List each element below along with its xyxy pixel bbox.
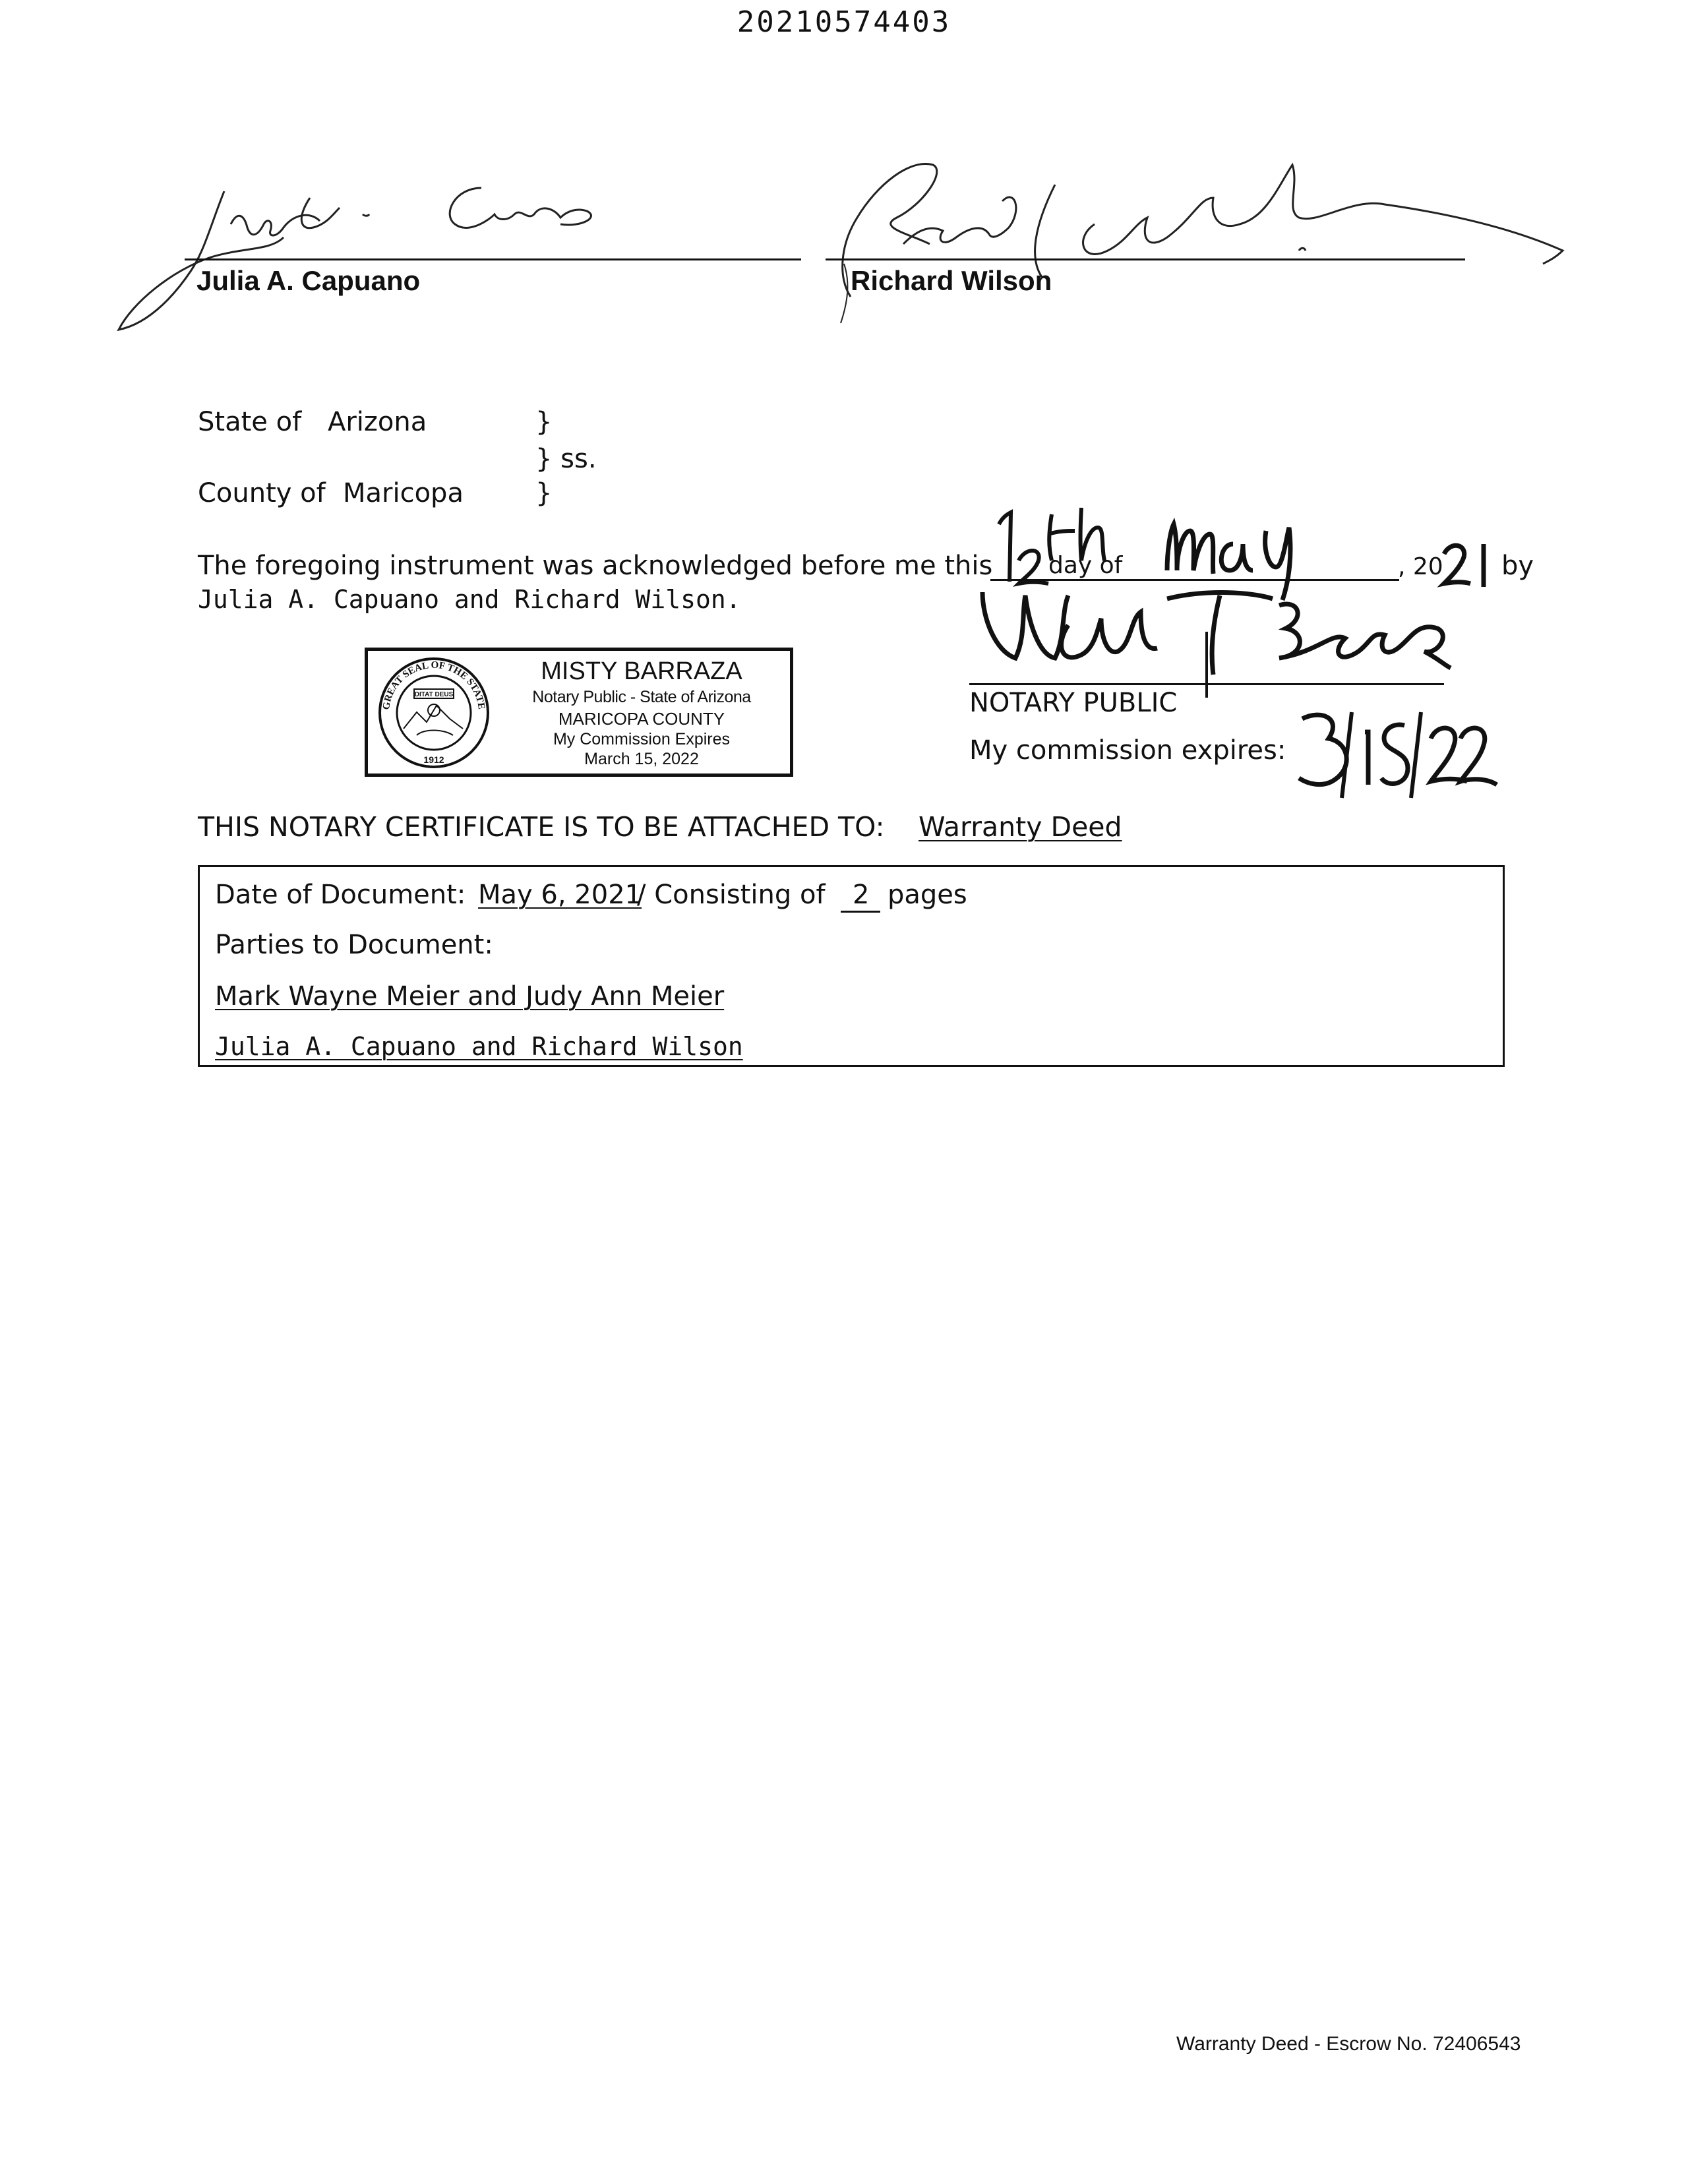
party-1: Mark Wayne Meier and Judy Ann Meier xyxy=(215,981,725,1012)
state-value: Arizona xyxy=(328,407,427,437)
handwritten-day xyxy=(989,498,1160,590)
notary-stamp-line-2: MARICOPA COUNTY xyxy=(558,709,725,729)
year-prefix: , 20 xyxy=(1398,553,1443,580)
footer-escrow: Warranty Deed - Escrow No. 72406543 xyxy=(1176,2033,1521,2055)
notary-stamp-line-3: My Commission Expires xyxy=(553,730,731,748)
signer-name-2: Richard Wilson xyxy=(851,265,1052,296)
county-value: Maricopa xyxy=(343,478,464,508)
party-2: Julia A. Capuano and Richard Wilson xyxy=(215,1032,743,1061)
pages-label: pages xyxy=(888,880,967,910)
notary-public-label: NOTARY PUBLIC xyxy=(969,688,1178,718)
acknowledgment-by: by xyxy=(1501,551,1534,581)
document-date: May 6, 2021 xyxy=(478,880,642,910)
handwritten-commission-expiry xyxy=(1292,706,1503,804)
signature-julia-capuano xyxy=(112,171,706,336)
notary-name: MISTY BARRAZA xyxy=(541,657,742,685)
signature-line-1 xyxy=(185,258,801,260)
notary-signature-line xyxy=(969,683,1444,685)
document-details-box xyxy=(198,865,1505,1067)
page-count-line xyxy=(841,911,880,913)
county-label: County of xyxy=(198,478,326,508)
venue-brace-ss: } ss. xyxy=(535,444,597,474)
day-of-label: day of xyxy=(1048,552,1123,579)
commission-expires-label: My commission expires: xyxy=(969,735,1286,766)
notary-stamp-line-4: March 15, 2022 xyxy=(584,750,699,768)
state-label: State of xyxy=(198,407,302,437)
notary-signature xyxy=(969,586,1470,698)
state-seal xyxy=(373,648,491,770)
document-date-label: Date of Document: xyxy=(215,880,466,910)
notary-stamp-line-1: Notary Public - State of Arizona xyxy=(532,688,751,706)
acknowledgment-prefix: The foregoing instrument was acknowledged before me this xyxy=(198,551,993,581)
consisting-of-label: / Consisting of xyxy=(637,880,826,910)
seal-motto: DITAT DEUS xyxy=(414,691,454,698)
signer-name-1: Julia A. Capuano xyxy=(196,265,421,296)
document-number: 20210574403 xyxy=(737,5,951,39)
venue-brace-3: } xyxy=(535,478,553,508)
notary-stamp xyxy=(365,648,793,777)
handwritten-year xyxy=(1437,537,1503,590)
seal-year: 1912 xyxy=(423,754,444,765)
signature-line-2 xyxy=(826,258,1465,260)
parties-label: Parties to Document: xyxy=(215,930,493,960)
page-count: 2 xyxy=(853,880,870,910)
acknowledgment-parties: Julia A. Capuano and Richard Wilson. xyxy=(198,585,741,614)
venue-brace-1: } xyxy=(535,407,553,437)
seal-text: GREAT SEAL OF THE STATE OF ARIZONA xyxy=(373,648,487,713)
signature-richard-wilson xyxy=(811,145,1556,336)
attached-document-type: Warranty Deed xyxy=(919,811,1122,843)
attachment-label: THIS NOTARY CERTIFICATE IS TO BE ATTACHED TO: xyxy=(198,811,885,843)
